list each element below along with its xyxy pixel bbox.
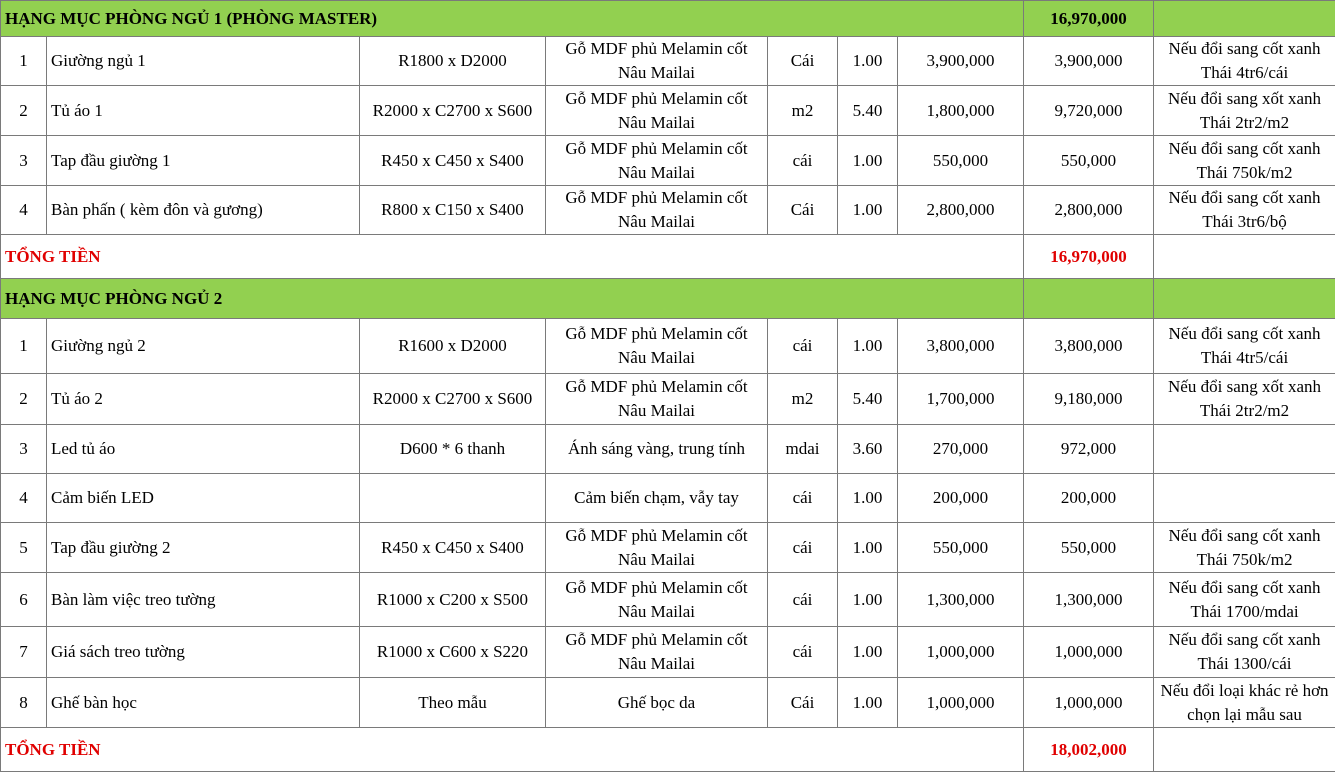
item-quantity: 5.40: [838, 86, 898, 136]
total-note: [1154, 728, 1335, 772]
item-size: R450 x C450 x S400: [360, 136, 546, 186]
item-size: D600 * 6 thanh: [360, 425, 546, 474]
table-row: [1, 37, 1335, 86]
section-header: [1, 279, 1335, 319]
item-name: Ghế bàn học: [47, 678, 360, 728]
item-name: Bàn phấn ( kèm đôn và gương): [47, 186, 360, 235]
item-unit: m2: [768, 374, 838, 425]
item-material: Gỗ MDF phủ Melamin cốt Nâu Mailai: [546, 186, 768, 235]
item-note: [1154, 474, 1335, 523]
item-amount: 1,000,000: [1024, 627, 1154, 678]
table-row: [1, 523, 1335, 573]
table-row: [1, 425, 1335, 474]
total-label: TỔNG TIỀN: [1, 235, 1024, 279]
table-row: [1, 573, 1335, 627]
item-amount: 9,180,000: [1024, 374, 1154, 425]
item-quantity: 1.00: [838, 523, 898, 573]
item-amount: 2,800,000: [1024, 186, 1154, 235]
item-note: Nếu đổi sang cốt xanh Thái 4tr6/cái: [1154, 37, 1335, 86]
item-size: R1600 x D2000: [360, 319, 546, 374]
item-unit-price: 270,000: [898, 425, 1024, 474]
section-header-note: [1154, 1, 1335, 37]
item-amount: 200,000: [1024, 474, 1154, 523]
item-unit-price: 1,700,000: [898, 374, 1024, 425]
item-size: R1800 x D2000: [360, 37, 546, 86]
item-note: Nếu đổi sang cốt xanh Thái 3tr6/bộ: [1154, 186, 1335, 235]
item-note: Nếu đổi loại khác rẻ hơn chọn lại mẫu sau: [1154, 678, 1335, 728]
item-unit-price: 3,800,000: [898, 319, 1024, 374]
item-amount: 550,000: [1024, 523, 1154, 573]
item-note: Nếu đổi sang cốt xanh Thái 1300/cái: [1154, 627, 1335, 678]
item-name: Tủ áo 2: [47, 374, 360, 425]
item-name: Tủ áo 1: [47, 86, 360, 136]
item-size: [360, 474, 546, 523]
item-unit: cái: [768, 523, 838, 573]
section-header-total: 16,970,000: [1024, 1, 1154, 37]
item-unit-price: 1,800,000: [898, 86, 1024, 136]
item-name: Tap đầu giường 2: [47, 523, 360, 573]
item-material: Gỗ MDF phủ Melamin cốt Nâu Mailai: [546, 523, 768, 573]
item-number: 7: [1, 627, 47, 678]
section-total-row: [1, 235, 1335, 279]
table-row: [1, 474, 1335, 523]
item-name: Giường ngủ 1: [47, 37, 360, 86]
item-unit: m2: [768, 86, 838, 136]
item-note: Nếu đổi sang cốt xanh Thái 750k/m2: [1154, 136, 1335, 186]
item-material: Ánh sáng vàng, trung tính: [546, 425, 768, 474]
item-material: Gỗ MDF phủ Melamin cốt Nâu Mailai: [546, 573, 768, 627]
table-row: [1, 374, 1335, 425]
item-number: 1: [1, 319, 47, 374]
item-size: R800 x C150 x S400: [360, 186, 546, 235]
item-number: 4: [1, 474, 47, 523]
item-name: Cảm biến LED: [47, 474, 360, 523]
section-header-total: [1024, 279, 1154, 319]
table-row: [1, 319, 1335, 374]
item-size: R2000 x C2700 x S600: [360, 86, 546, 136]
item-amount: 9,720,000: [1024, 86, 1154, 136]
table-row: [1, 678, 1335, 728]
item-unit-price: 550,000: [898, 136, 1024, 186]
item-number: 8: [1, 678, 47, 728]
item-unit: cái: [768, 319, 838, 374]
item-name: Bàn làm việc treo tường: [47, 573, 360, 627]
item-name: Tap đầu giường 1: [47, 136, 360, 186]
item-amount: 550,000: [1024, 136, 1154, 186]
item-name: Led tủ áo: [47, 425, 360, 474]
item-number: 1: [1, 37, 47, 86]
item-size: R450 x C450 x S400: [360, 523, 546, 573]
item-quantity: 1.00: [838, 474, 898, 523]
item-unit: cái: [768, 627, 838, 678]
item-quantity: 1.00: [838, 37, 898, 86]
item-material: Ghế bọc da: [546, 678, 768, 728]
item-name: Giá sách treo tường: [47, 627, 360, 678]
item-number: 5: [1, 523, 47, 573]
item-note: [1154, 425, 1335, 474]
item-unit: Cái: [768, 678, 838, 728]
item-number: 2: [1, 374, 47, 425]
total-value: 18,002,000: [1024, 728, 1154, 772]
item-quantity: 1.00: [838, 678, 898, 728]
item-size: R1000 x C200 x S500: [360, 573, 546, 627]
total-label: TỔNG TIỀN: [1, 728, 1024, 772]
item-amount: 972,000: [1024, 425, 1154, 474]
item-material: Gỗ MDF phủ Melamin cốt Nâu Mailai: [546, 374, 768, 425]
section-header: [1, 1, 1335, 37]
item-material: Gỗ MDF phủ Melamin cốt Nâu Mailai: [546, 86, 768, 136]
section-title: HẠNG MỤC PHÒNG NGỦ 1 (PHÒNG MASTER): [1, 1, 1024, 37]
item-size: R1000 x C600 x S220: [360, 627, 546, 678]
item-number: 3: [1, 136, 47, 186]
item-number: 3: [1, 425, 47, 474]
item-unit: cái: [768, 573, 838, 627]
item-number: 2: [1, 86, 47, 136]
item-note: Nếu đổi sang xốt xanh Thái 2tr2/m2: [1154, 374, 1335, 425]
item-unit-price: 550,000: [898, 523, 1024, 573]
item-unit: mdai: [768, 425, 838, 474]
item-note: Nếu đổi sang cốt xanh Thái 750k/m2: [1154, 523, 1335, 573]
item-quantity: 1.00: [838, 136, 898, 186]
quotation-body: [1, 1, 1335, 772]
item-material: Gỗ MDF phủ Melamin cốt Nâu Mailai: [546, 136, 768, 186]
item-unit: cái: [768, 136, 838, 186]
item-unit-price: 200,000: [898, 474, 1024, 523]
item-unit-price: 1,300,000: [898, 573, 1024, 627]
item-amount: 1,300,000: [1024, 573, 1154, 627]
item-number: 6: [1, 573, 47, 627]
item-number: 4: [1, 186, 47, 235]
item-unit-price: 2,800,000: [898, 186, 1024, 235]
item-unit-price: 1,000,000: [898, 678, 1024, 728]
item-unit: Cái: [768, 186, 838, 235]
item-material: Gỗ MDF phủ Melamin cốt Nâu Mailai: [546, 319, 768, 374]
total-value: 16,970,000: [1024, 235, 1154, 279]
item-name: Giường ngủ 2: [47, 319, 360, 374]
item-quantity: 1.00: [838, 573, 898, 627]
total-note: [1154, 235, 1335, 279]
item-quantity: 1.00: [838, 319, 898, 374]
item-unit: cái: [768, 474, 838, 523]
section-title: HẠNG MỤC PHÒNG NGỦ 2: [1, 279, 1024, 319]
item-quantity: 3.60: [838, 425, 898, 474]
item-material: Cảm biến chạm, vẫy tay: [546, 474, 768, 523]
item-note: Nếu đổi sang cốt xanh Thái 1700/mdai: [1154, 573, 1335, 627]
item-quantity: 1.00: [838, 627, 898, 678]
item-amount: 1,000,000: [1024, 678, 1154, 728]
table-row: [1, 86, 1335, 136]
item-amount: 3,900,000: [1024, 37, 1154, 86]
item-size: R2000 x C2700 x S600: [360, 374, 546, 425]
item-unit-price: 1,000,000: [898, 627, 1024, 678]
item-note: Nếu đổi sang xốt xanh Thái 2tr2/m2: [1154, 86, 1335, 136]
section-total-row: [1, 728, 1335, 772]
item-unit-price: 3,900,000: [898, 37, 1024, 86]
item-material: Gỗ MDF phủ Melamin cốt Nâu Mailai: [546, 37, 768, 86]
item-quantity: 5.40: [838, 374, 898, 425]
table-row: [1, 627, 1335, 678]
item-size: Theo mẫu: [360, 678, 546, 728]
section-header-note: [1154, 279, 1335, 319]
item-material: Gỗ MDF phủ Melamin cốt Nâu Mailai: [546, 627, 768, 678]
item-note: Nếu đổi sang cốt xanh Thái 4tr5/cái: [1154, 319, 1335, 374]
item-amount: 3,800,000: [1024, 319, 1154, 374]
item-unit: Cái: [768, 37, 838, 86]
table-row: [1, 186, 1335, 235]
table-row: [1, 136, 1335, 186]
item-quantity: 1.00: [838, 186, 898, 235]
